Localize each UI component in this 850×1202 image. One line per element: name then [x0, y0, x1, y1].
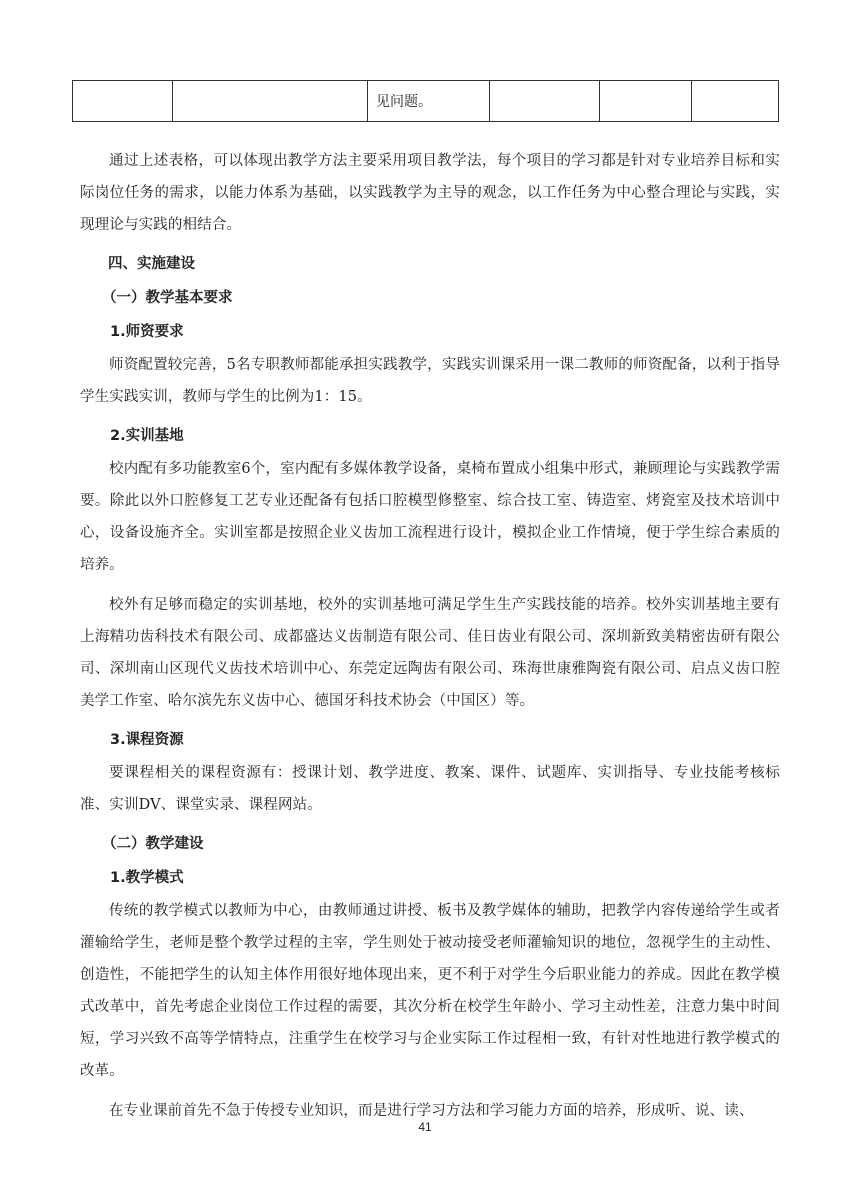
page-number: 41 — [418, 1120, 432, 1134]
base-paragraph: 校内配有多功能教室6个，室内配有多媒体教学设备，桌椅布置成小组集中形式，兼顾理论与实践教学需要。除此以外口腔修复工艺专业还配备有包括口腔模型修整室、综合技工室、铸造室、烤瓷室及技术培训中心，设备设施齐全。实训室都是按照企业义齿加工流程进行设计，模拟企业工作情境，便于学生综合素质的培养。 — [80, 461, 780, 573]
mode-paragraph: 传统的教学模式以教师为中心，由教师通过讲授、板书及教学媒体的辅助，把教学内容传递给学生或者灌输给学生，老师是整个教学过程的主宰，学生则处于被动接受老师灌输知识的地位，忽视学生的主动性、创造性，不能把学生的认知主体作用很好地体现出来，更不利于对学生今后职业能力的养成。因此在教学模式改革中，首先考虑企业岗位工作过程的需要，其次分析在校学生年龄小、学习主动性差，注意力集中时间短，学习兴致不高等学情特点，注重学生在校学习与企业实际工作过程相一致，有针对性地进行教学模式的改革。 — [80, 903, 780, 1079]
table-cell: 见问题。 — [368, 81, 490, 122]
item-heading: 1.师资要求 — [110, 324, 184, 340]
item-heading: 3.课程资源 — [110, 732, 184, 748]
closing-paragraph: 在专业课前首先不急于传授专业知识，而是进行学习方法和学习能力方面的培养，形成听、说、读、 — [109, 1103, 754, 1119]
table-cell — [490, 81, 600, 122]
summary-paragraph: 通过上述表格，可以体现出教学方法主要采用项目教学法，每个项目的学习都是针对专业培养目标和实际岗位任务的需求，以能力体系为基础，以实践教学为主导的观念，以工作任务为中心整合理论与实践，实现理论与实践的相结合。 — [80, 153, 780, 233]
section-heading: 四、实施建设 — [108, 255, 195, 272]
subsection-heading: （一）教学基本要求 — [102, 289, 233, 306]
table-cell — [692, 81, 779, 122]
table-cell — [173, 81, 368, 122]
continuation-table — [72, 80, 779, 122]
table-cell — [600, 81, 692, 122]
teacher-paragraph: 师资配置较完善，5名专职教师都能承担实践教学，实践实训课采用一课二教师的师资配备，以利于指导学生实践实训，教师与学生的比例为1：15。 — [80, 357, 780, 405]
table-row — [73, 81, 779, 122]
resource-paragraph: 要课程相关的课程资源有：授课计划、教学进度、教案、课件、试题库、实训指导、专业技能考核标准、实训DV、课堂实录、课程网站。 — [80, 765, 780, 813]
subsection-heading: （二）教学建设 — [102, 835, 204, 852]
base-paragraph: 校外有足够而稳定的实训基地，校外的实训基地可满足学生生产实践技能的培养。校外实训基地主要有上海精功齿科技术有限公司、成都盛达义齿制造有限公司、佳日齿业有限公司、深圳新致美精密齿研有限公司、深圳南山区现代义齿技术培训中心、东莞定远陶齿有限公司、珠海世康雅陶瓷有限公司、启点义齿口腔美学工作室、哈尔滨先东义齿中心、德国牙科技术协会（中国区）等。 — [80, 597, 780, 709]
table-cell — [73, 81, 173, 122]
document-body — [80, 145, 780, 1135]
item-heading: 1.教学模式 — [110, 870, 184, 886]
item-heading: 2.实训基地 — [110, 428, 184, 444]
